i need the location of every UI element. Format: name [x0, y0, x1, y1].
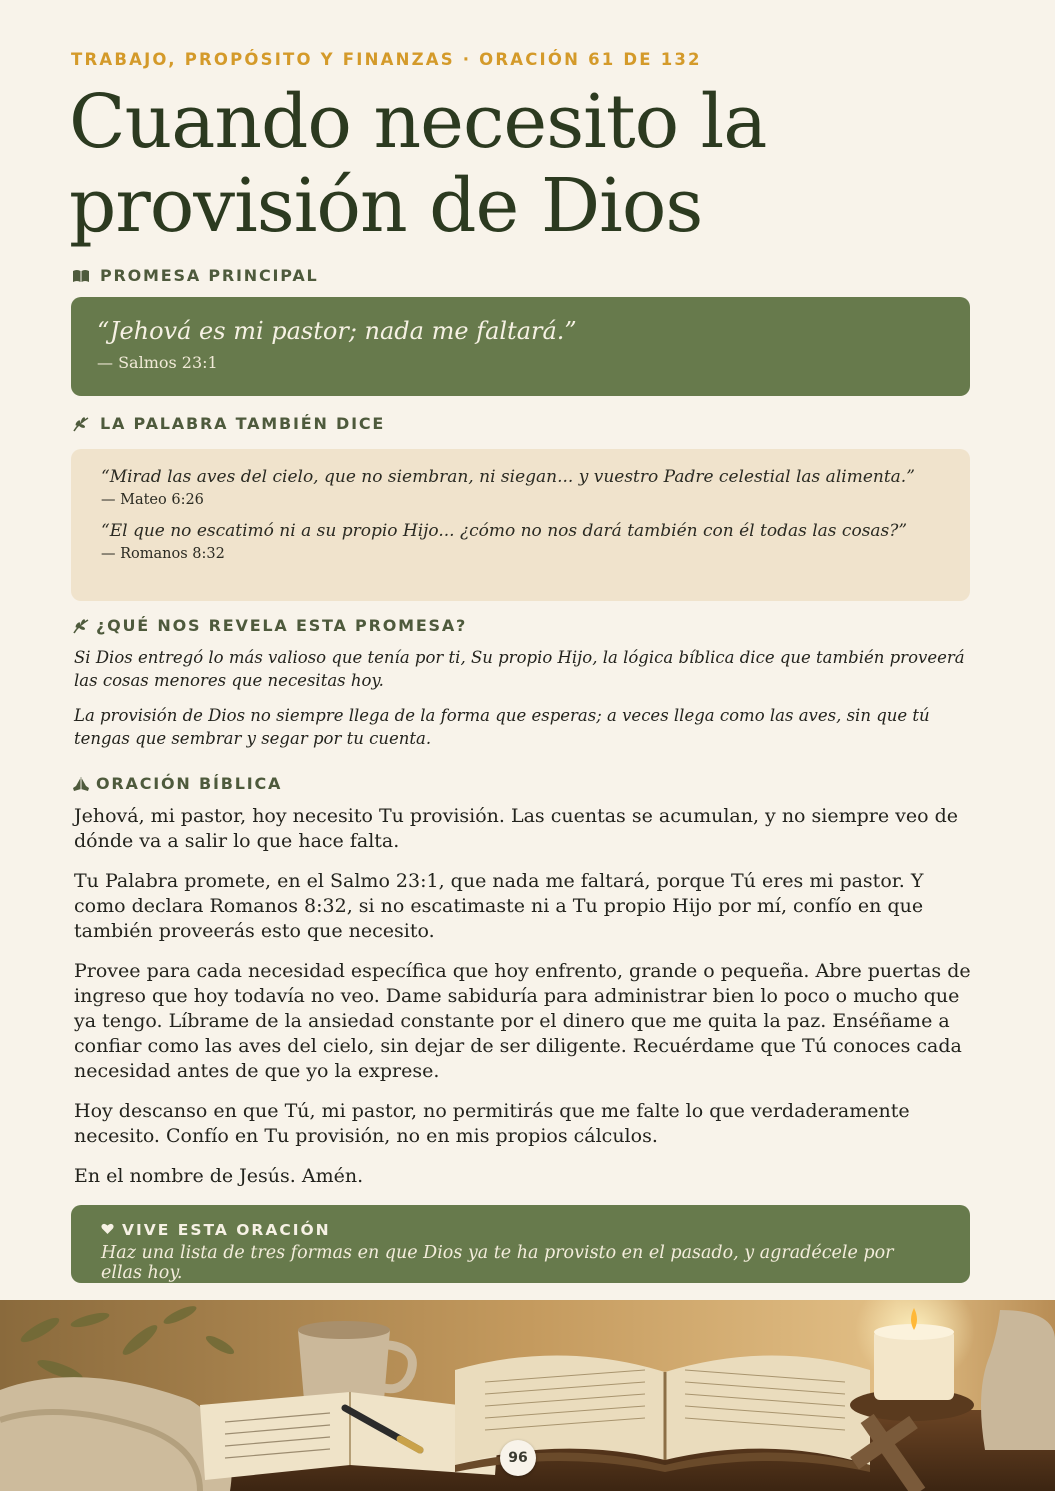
reveals-heading — [72, 616, 467, 635]
reveals-paragraph: La provisión de Dios no siempre llega de la forma que esperas; a veces llega como las aves, sin que tú tengas que sembrar y segar por tu cuenta. — [74, 706, 930, 748]
verse-reference: — Romanos 8:32 — [101, 546, 225, 562]
also-says-box — [71, 449, 970, 601]
verse-quote: “El que no escatimó ni a su propio Hijo... ¿cómo no nos dará también con él todas las cosas?” — [101, 521, 908, 541]
prayer-heading-label: ORACIÓN BÍBLICA — [96, 774, 283, 793]
prayer-paragraph: Jehová, mi pastor, hoy necesito Tu provisión. Las cuentas se acumulan, y no siempre veo de dónde va a salir lo que hace falta. — [74, 805, 959, 852]
prayer-paragraph: Hoy descanso en que Tú, mi pastor, no permitirás que me falte lo que verdaderamente necesito. Confío en Tu provisión, no en mis propios cálculos. — [74, 1100, 910, 1147]
promise-heading-label: PROMESA PRINCIPAL — [100, 266, 319, 285]
heart-icon — [101, 1221, 114, 1239]
verse-reference: — Mateo 6:26 — [101, 492, 204, 508]
page-title: Cuando necesito la provisión de Dios — [69, 79, 767, 249]
leaf-icon — [72, 416, 90, 432]
also-says-heading-label: LA PALABRA TAMBIÉN DICE — [100, 414, 386, 433]
reveals-heading-label: ¿QUÉ NOS REVELA ESTA PROMESA? — [96, 616, 468, 635]
book-icon — [72, 269, 90, 283]
promise-reference: — Salmos 23:1 — [97, 353, 218, 372]
reveals-text — [74, 646, 974, 762]
live-heading — [101, 1221, 940, 1239]
verse-quote: “Mirad las aves del cielo, que no siembran, ni siegan... y vuestro Padre celestial las alimenta.” — [101, 467, 915, 487]
prayer-heading — [72, 774, 282, 793]
live-prayer-box — [71, 1205, 970, 1283]
page-number: 96 — [500, 1440, 536, 1476]
live-heading-label: VIVE ESTA ORACIÓN — [122, 1221, 331, 1239]
promise-box — [71, 297, 970, 396]
prayer-text — [74, 804, 979, 1204]
promise-heading — [72, 266, 319, 285]
also-says-heading — [72, 414, 385, 433]
praying-hands-icon — [72, 776, 90, 792]
promise-quote: “Jehová es mi pastor; nada me faltará.” — [97, 317, 577, 345]
prayer-paragraph: Tu Palabra promete, en el Salmo 23:1, que nada me faltará, porque Tú eres mi pastor. Y como declara Romanos 8:32, si no escatimaste ni a Tu propio Hijo por mí, confío en que también proveerás esto que necesito. — [74, 870, 924, 942]
section-kicker: TRABAJO, PROPÓSITO Y FINANZAS · ORACIÓN 61 DE 132 — [71, 50, 702, 69]
prayer-paragraph: En el nombre de Jesús. Amén. — [74, 1165, 364, 1187]
reveals-paragraph: Si Dios entregó lo más valioso que tenía por ti, Su propio Hijo, la lógica bíblica dice que también proveerá las cosas menores que necesitas hoy. — [74, 648, 965, 690]
live-text: Haz una lista de tres formas en que Dios ya te ha provisto en el pasado, y agradécele por ellas hoy. — [101, 1243, 894, 1283]
prayer-paragraph: Provee para cada necesidad específica que hoy enfrento, grande o pequeña. Abre puertas de ingreso que hoy todavía no veo. Dame sabiduría para administrar bien lo poco o mucho que ya tengo. Líbrame de la ansiedad constante por el dinero que me quita la paz. Enséñame a confiar como las aves del cielo, sin dejar de ser diligente. Recuérdame que Tú conoces cada necesidad antes de que yo la exprese. — [74, 960, 971, 1082]
leaf-icon — [72, 618, 90, 634]
